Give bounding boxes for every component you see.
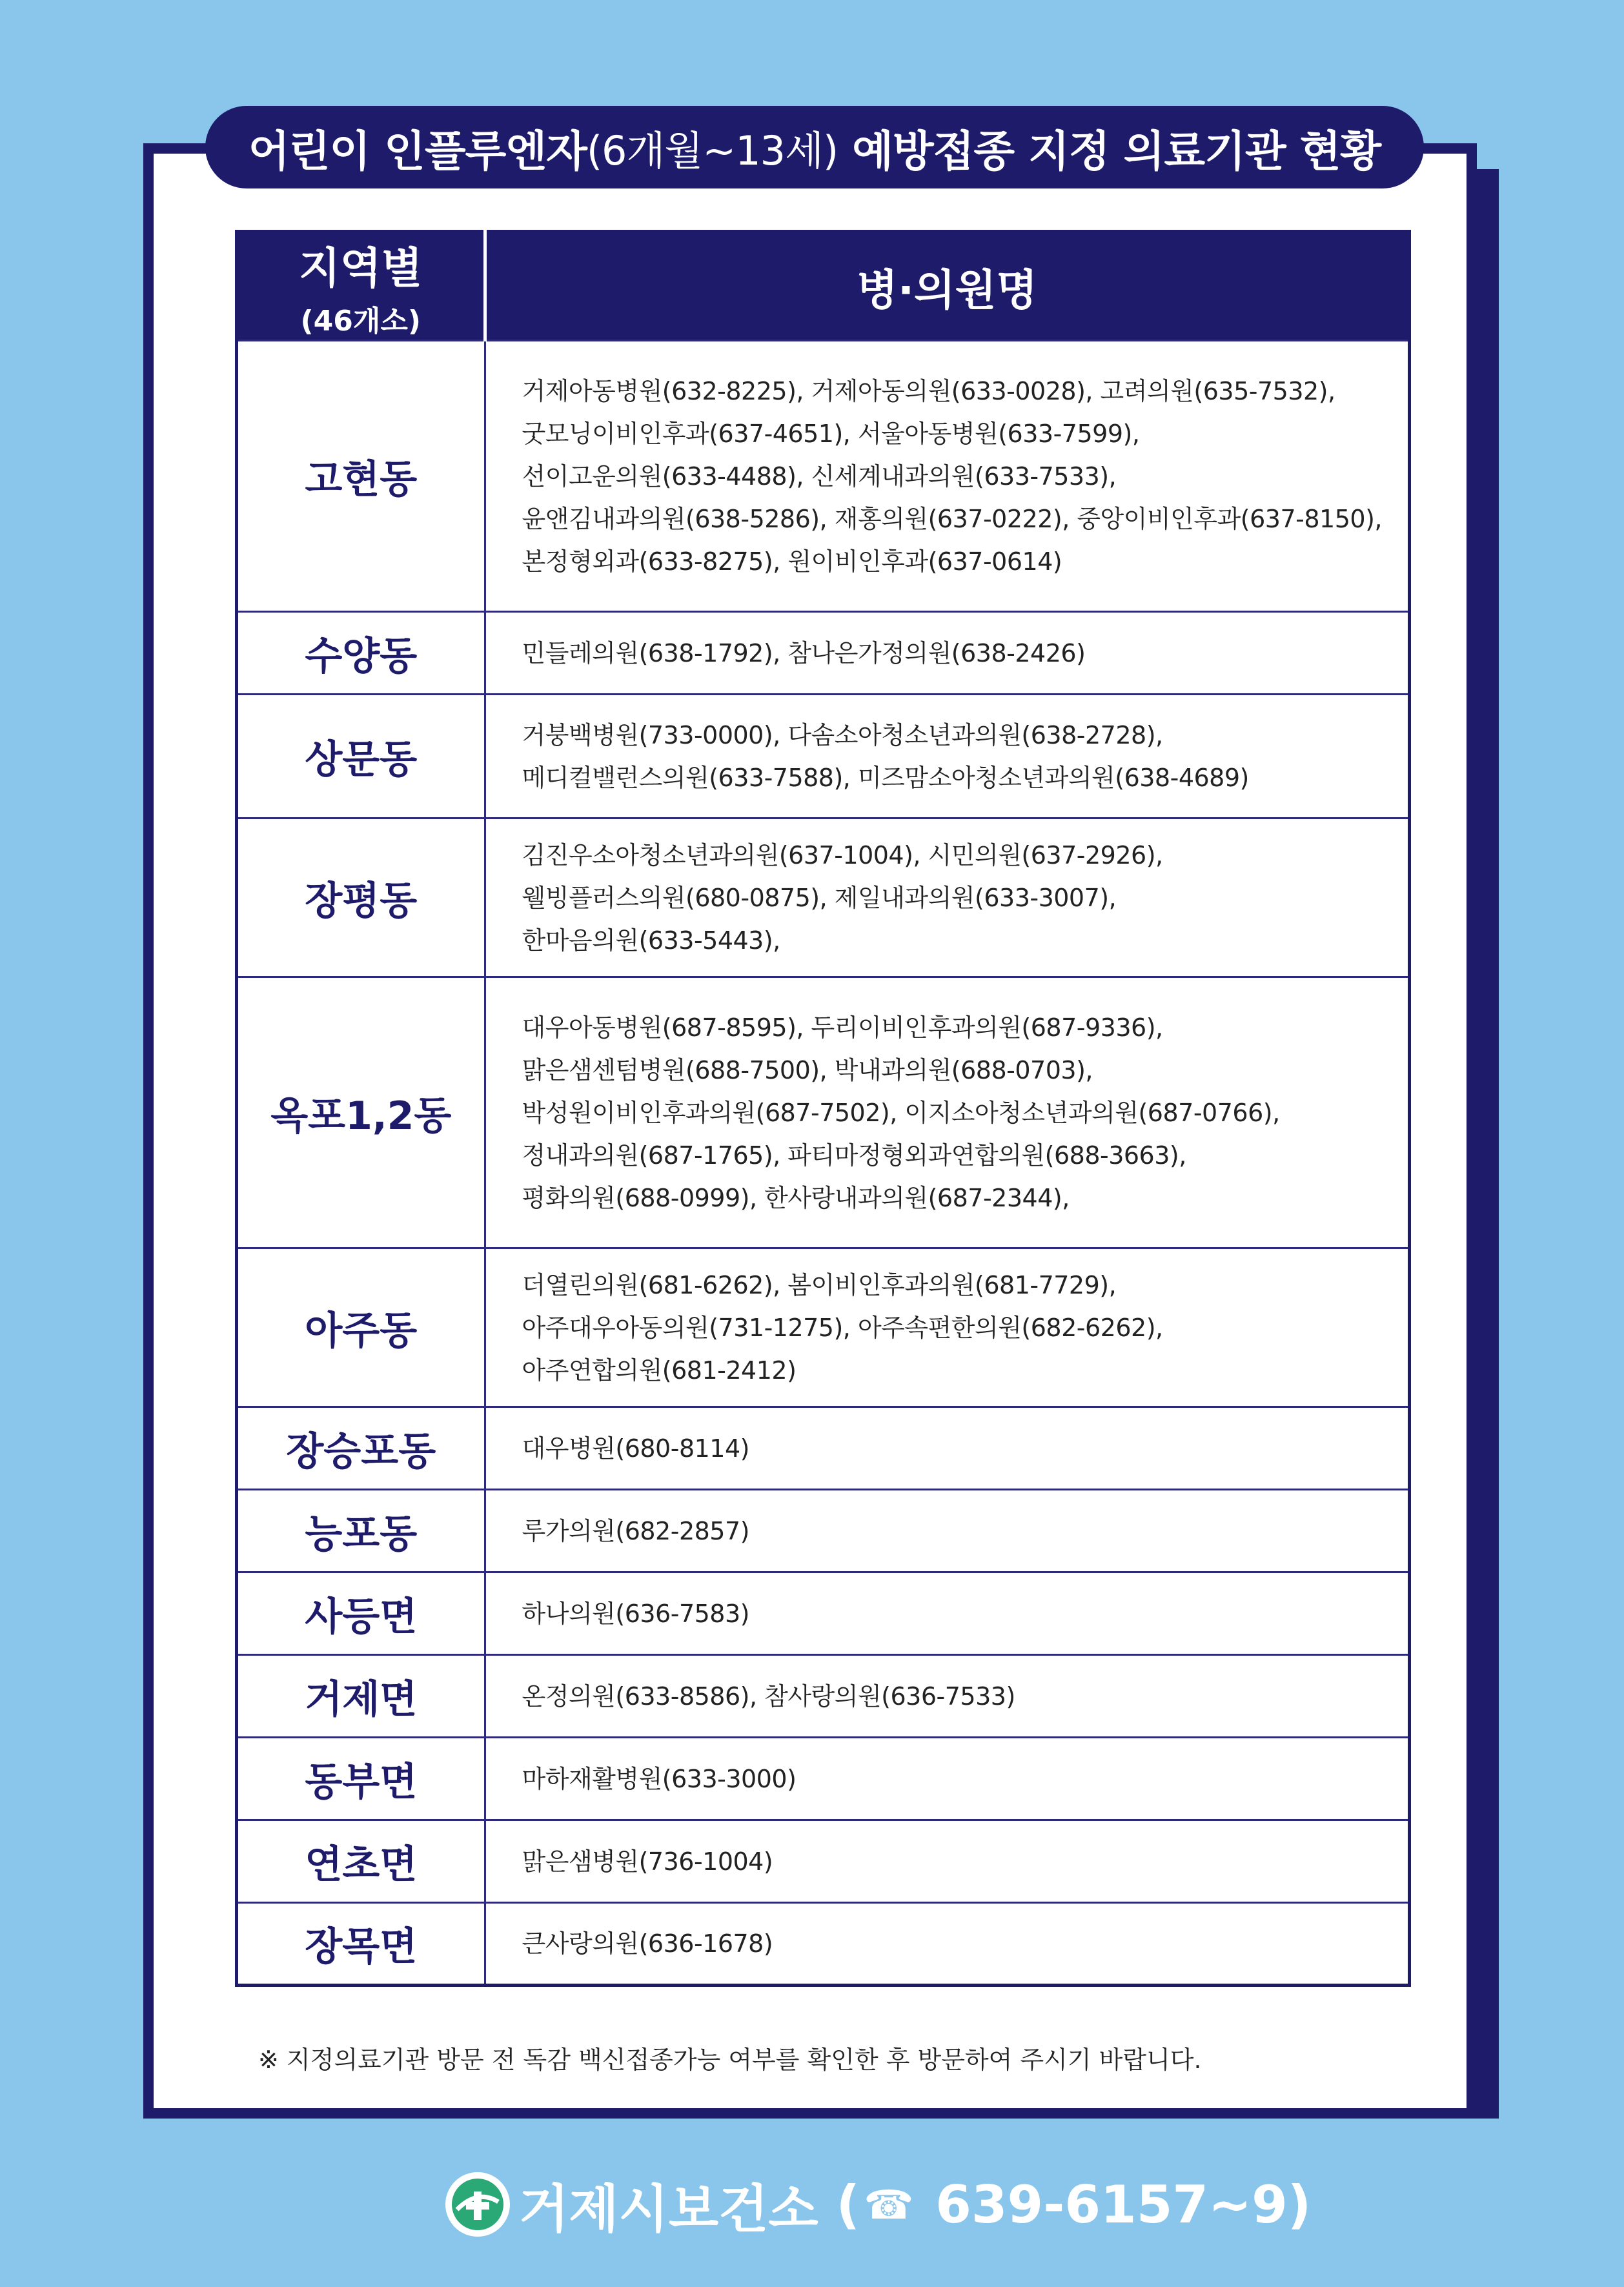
clinic-list	[485, 977, 1409, 1248]
clinic-line: 평화의원(688-0999), 한사랑내과의원(687-2344),	[522, 1183, 1070, 1212]
clinic-line: 대우병원(680-8114)	[522, 1434, 749, 1463]
footer-paren: (	[818, 2174, 860, 2235]
footer-org	[445, 2169, 1311, 2240]
area-name: 장평동	[237, 818, 485, 977]
clinic-list	[485, 1903, 1409, 1986]
clinic-list	[485, 1490, 1409, 1572]
title-main-a: 어린이 인플루엔자	[248, 126, 587, 176]
clinic-line: 아주대우아동의원(731-1275), 아주속편한의원(682-6262),	[522, 1313, 1163, 1342]
table-header-row	[237, 232, 1410, 341]
clinic-line: 한마음의원(633-5443),	[522, 926, 780, 955]
area-name: 수양동	[237, 612, 485, 695]
clinic-line: 정내과의원(687-1765), 파티마정형외과연합의원(688-3663),	[522, 1141, 1186, 1170]
clinic-line: 마하재활병원(633-3000)	[522, 1764, 797, 1793]
title-age-range: (6개월~13세)	[586, 127, 838, 174]
table-row	[237, 1407, 1410, 1490]
header-area	[237, 232, 485, 341]
clinic-line: 맑은샘병원(736-1004)	[522, 1847, 773, 1876]
clinic-list	[485, 1407, 1409, 1490]
clinic-line: 메디컬밸런스의원(633-7588), 미즈맘소아청소년과의원(638-4689)	[522, 763, 1249, 792]
table-row	[237, 977, 1410, 1248]
clinic-line: 더열린의원(681-6262), 봄이비인후과의원(681-7729),	[522, 1270, 1117, 1299]
clinic-line: 루가의원(682-2857)	[522, 1516, 749, 1545]
clinic-list	[485, 1738, 1409, 1820]
table-row	[237, 612, 1410, 695]
area-name: 연초면	[237, 1820, 485, 1903]
header-clinics: 병·의원명	[485, 232, 1409, 341]
clinic-list	[485, 341, 1409, 612]
area-name: 거제면	[237, 1655, 485, 1738]
logo-cross-icon	[451, 2177, 505, 2231]
clinic-line: 웰빙플러스의원(680-0875), 제일내과의원(633-3007),	[522, 883, 1117, 912]
table-row	[237, 1903, 1410, 1986]
table-row	[237, 1738, 1410, 1820]
clinic-line: 거제아동병원(632-8225), 거제아동의원(633-0028), 고려의원(635-7532),	[522, 376, 1335, 405]
table-body	[237, 341, 1410, 1986]
area-name: 고현동	[237, 341, 485, 612]
phone-icon: ☎	[864, 2180, 914, 2228]
table-row	[237, 1820, 1410, 1903]
clinic-list	[485, 1248, 1409, 1407]
clinic-line: 박성원이비인후과의원(687-7502), 이지소아청소년과의원(687-0766),	[522, 1098, 1280, 1127]
header-area-count: (46개소)	[300, 305, 421, 338]
area-name: 옥포1,2동	[237, 977, 485, 1248]
title-main-b: 예방접종 지정 의료기관 현황	[838, 126, 1381, 176]
clinic-list	[485, 612, 1409, 695]
table-row	[237, 1248, 1410, 1407]
table-row	[237, 818, 1410, 977]
clinic-list	[485, 1655, 1409, 1738]
clinic-table	[235, 230, 1411, 1987]
clinic-line: 대우아동병원(687-8595), 두리이비인후과의원(687-9336),	[522, 1013, 1163, 1042]
clinic-list	[485, 695, 1409, 818]
clinic-list	[485, 818, 1409, 977]
table-row	[237, 341, 1410, 612]
footer-org-name: 거제시보건소	[519, 2179, 818, 2239]
clinic-line: 아주연합의원(681-2412)	[522, 1356, 797, 1385]
clinic-line: 윤앤김내과의원(638-5286), 재홍의원(637-0222), 중앙이비인후과(637-8150),	[522, 504, 1382, 533]
clinic-line: 맑은샘센텀병원(688-7500), 박내과의원(688-0703),	[522, 1055, 1093, 1084]
table-row	[237, 695, 1410, 818]
clinic-line: 선이고운의원(633-4488), 신세계내과의원(633-7533),	[522, 462, 1117, 491]
clinic-line: 김진우소아청소년과의원(637-1004), 시민의원(637-2926),	[522, 840, 1163, 869]
page-title	[205, 106, 1424, 188]
clinic-list	[485, 1572, 1409, 1655]
area-name: 동부면	[237, 1738, 485, 1820]
footer-phone: 639-6157~9)	[917, 2174, 1312, 2235]
area-name: 능포동	[237, 1490, 485, 1572]
area-name: 장목면	[237, 1903, 485, 1986]
health-center-logo-icon	[445, 2172, 510, 2237]
area-name: 상문동	[237, 695, 485, 818]
clinic-line: 민들레의원(638-1792), 참나은가정의원(638-2426)	[522, 638, 1086, 667]
clinic-line: 굿모닝이비인후과(637-4651), 서울아동병원(633-7599),	[522, 419, 1140, 448]
area-name: 아주동	[237, 1248, 485, 1407]
area-name: 사등면	[237, 1572, 485, 1655]
table-row	[237, 1572, 1410, 1655]
header-area-label: 지역별	[299, 243, 423, 293]
clinic-line: 큰사랑의원(636-1678)	[522, 1929, 773, 1958]
table-row	[237, 1490, 1410, 1572]
area-name: 장승포동	[237, 1407, 485, 1490]
clinic-list	[485, 1820, 1409, 1903]
notice-text: ※ 지정의료기관 방문 전 독감 백신접종가능 여부를 확인한 후 방문하여 주시기 바랍니다.	[258, 2046, 1202, 2074]
table-row	[237, 1655, 1410, 1738]
clinic-line: 온정의원(633-8586), 참사랑의원(636-7533)	[522, 1682, 1015, 1711]
clinic-line: 거붕백병원(733-0000), 다솜소아청소년과의원(638-2728),	[522, 720, 1163, 749]
clinic-line: 본정형외과(633-8275), 원이비인후과(637-0614)	[522, 547, 1062, 576]
clinic-line: 하나의원(636-7583)	[522, 1599, 749, 1628]
